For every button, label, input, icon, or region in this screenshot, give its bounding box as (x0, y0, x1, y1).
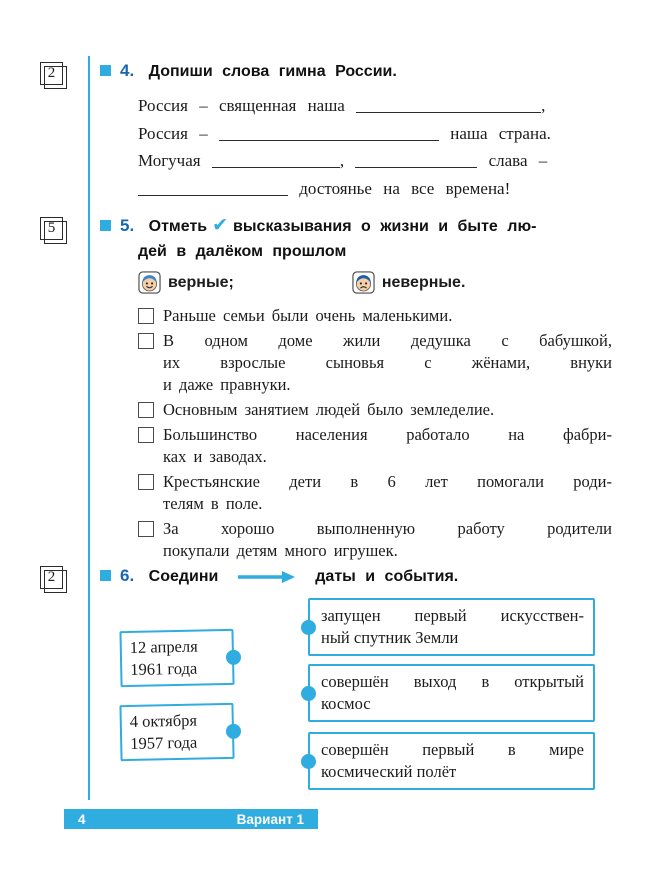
anthem-text: слава – (488, 151, 548, 170)
legend-correct (138, 271, 234, 294)
task6-header (100, 563, 612, 589)
score-box-task4 (40, 62, 63, 85)
task6-title-pre: Соедини (148, 568, 219, 585)
legend-correct-label: верные; (168, 273, 234, 291)
task-5 (100, 213, 612, 565)
answer-blank[interactable] (356, 99, 541, 113)
statement-row (138, 471, 612, 515)
anthem-text: , (339, 151, 345, 170)
anthem-text: , (541, 96, 546, 115)
legend-incorrect (352, 271, 466, 294)
score-value: 2 (47, 569, 56, 585)
answer-blank[interactable] (138, 182, 288, 196)
date-card[interactable] (119, 629, 234, 687)
statement-checkbox[interactable] (138, 474, 154, 490)
statement-line: Раньше семьи были очень маленькими. (163, 306, 453, 325)
statement-line: Большинство населения работало на фабри- (163, 425, 612, 444)
statement-line: и даже правнуки. (163, 375, 291, 394)
date-line: 4 октября (129, 710, 198, 731)
statement-row (138, 399, 612, 421)
event-card[interactable] (308, 598, 595, 656)
statement-text (163, 330, 612, 396)
statement-checkbox[interactable] (138, 308, 154, 324)
task4-title: Допиши слова гимна России. (148, 63, 397, 80)
smiling-face-icon (138, 271, 161, 294)
task5-header (100, 213, 612, 264)
statement-line: Крестьянские дети в 6 лет помогали роди- (163, 472, 612, 491)
statement-checkbox[interactable] (138, 427, 154, 443)
anthem-lines (138, 92, 612, 202)
task5-title-pre: Отметь (148, 218, 208, 235)
statement-text (163, 399, 612, 421)
legend-row (138, 271, 612, 294)
task4-header (100, 58, 612, 84)
variant-badge: Вариант 1 (236, 811, 304, 827)
score-value: 2 (47, 65, 56, 81)
margin-rule (88, 56, 90, 800)
task5-number: 5. (120, 216, 135, 235)
statement-checkbox[interactable] (138, 521, 154, 537)
statement-line: покупали детям много игрушек. (163, 541, 398, 560)
event-line: ный спутник Земли (321, 628, 459, 647)
anthem-line (138, 175, 612, 203)
statement-line: За хорошо выполненную работу родители (163, 519, 612, 538)
statement-text (163, 424, 612, 468)
event-line: совершён первый в мире (321, 740, 584, 759)
statement-row (138, 424, 612, 468)
footer-bar (64, 809, 318, 829)
event-card[interactable] (308, 732, 595, 790)
event-line: космос (321, 694, 371, 713)
connect-arrow-icon (238, 570, 296, 584)
task-bullet-icon (100, 65, 111, 76)
statement-line: их взрослые сыновья с жёнами, внуки (163, 353, 612, 372)
statement-row (138, 518, 612, 562)
task-bullet-icon (100, 220, 111, 231)
statement-line: телям в поле. (163, 494, 263, 513)
event-line: космический полёт (321, 762, 457, 781)
date-card[interactable] (119, 703, 234, 761)
task6-title-post: даты и события. (315, 568, 459, 585)
check-icon: ✔ (212, 214, 229, 236)
statement-line: В одном доме жили дедушка с бабушкой, (163, 331, 612, 350)
statement-checkbox[interactable] (138, 402, 154, 418)
anthem-line (138, 147, 612, 175)
anthem-text: наша страна. (450, 123, 551, 143)
task5-title-line2: дей в далёком прошлом (138, 243, 347, 260)
statement-row (138, 305, 612, 327)
task5-title-line1: высказывания о жизни и быте лю- (233, 218, 537, 235)
statement-text (163, 471, 612, 515)
sad-face-icon (352, 271, 375, 294)
anthem-text: Могучая (138, 151, 201, 170)
statements-list (138, 305, 612, 562)
task-6 (100, 563, 612, 589)
date-line: 12 апреля (129, 636, 198, 657)
date-line: 1957 года (130, 732, 198, 753)
anthem-text: Россия – священная наша (138, 96, 345, 115)
statement-row (138, 330, 612, 396)
statement-checkbox[interactable] (138, 333, 154, 349)
task6-number: 6. (120, 566, 135, 585)
anthem-text: Россия – (138, 123, 208, 143)
anthem-line (138, 92, 612, 120)
event-card[interactable] (308, 664, 595, 722)
event-line: запущен первый искусствен- (321, 606, 584, 625)
task4-number: 4. (120, 61, 135, 80)
score-box-task5 (40, 217, 63, 240)
answer-blank[interactable] (219, 127, 439, 141)
event-line: совершён выход в открытый (321, 672, 584, 691)
date-line: 1961 года (130, 658, 198, 679)
task-bullet-icon (100, 570, 111, 581)
task-4 (100, 58, 612, 202)
answer-blank[interactable] (212, 154, 340, 168)
legend-incorrect-label: неверные. (381, 273, 466, 291)
statement-text (163, 305, 612, 327)
matching-area (100, 592, 612, 797)
anthem-text: достоянье на все времена! (299, 178, 511, 198)
page-number: 4 (78, 811, 86, 827)
answer-blank[interactable] (355, 154, 477, 168)
statement-text (163, 518, 612, 562)
score-box-task6 (40, 566, 63, 589)
statement-line: Основным занятием людей было земледелие. (163, 400, 495, 419)
statement-line: ках и заводах. (163, 447, 267, 466)
anthem-line (138, 120, 612, 148)
score-value: 5 (47, 220, 56, 236)
